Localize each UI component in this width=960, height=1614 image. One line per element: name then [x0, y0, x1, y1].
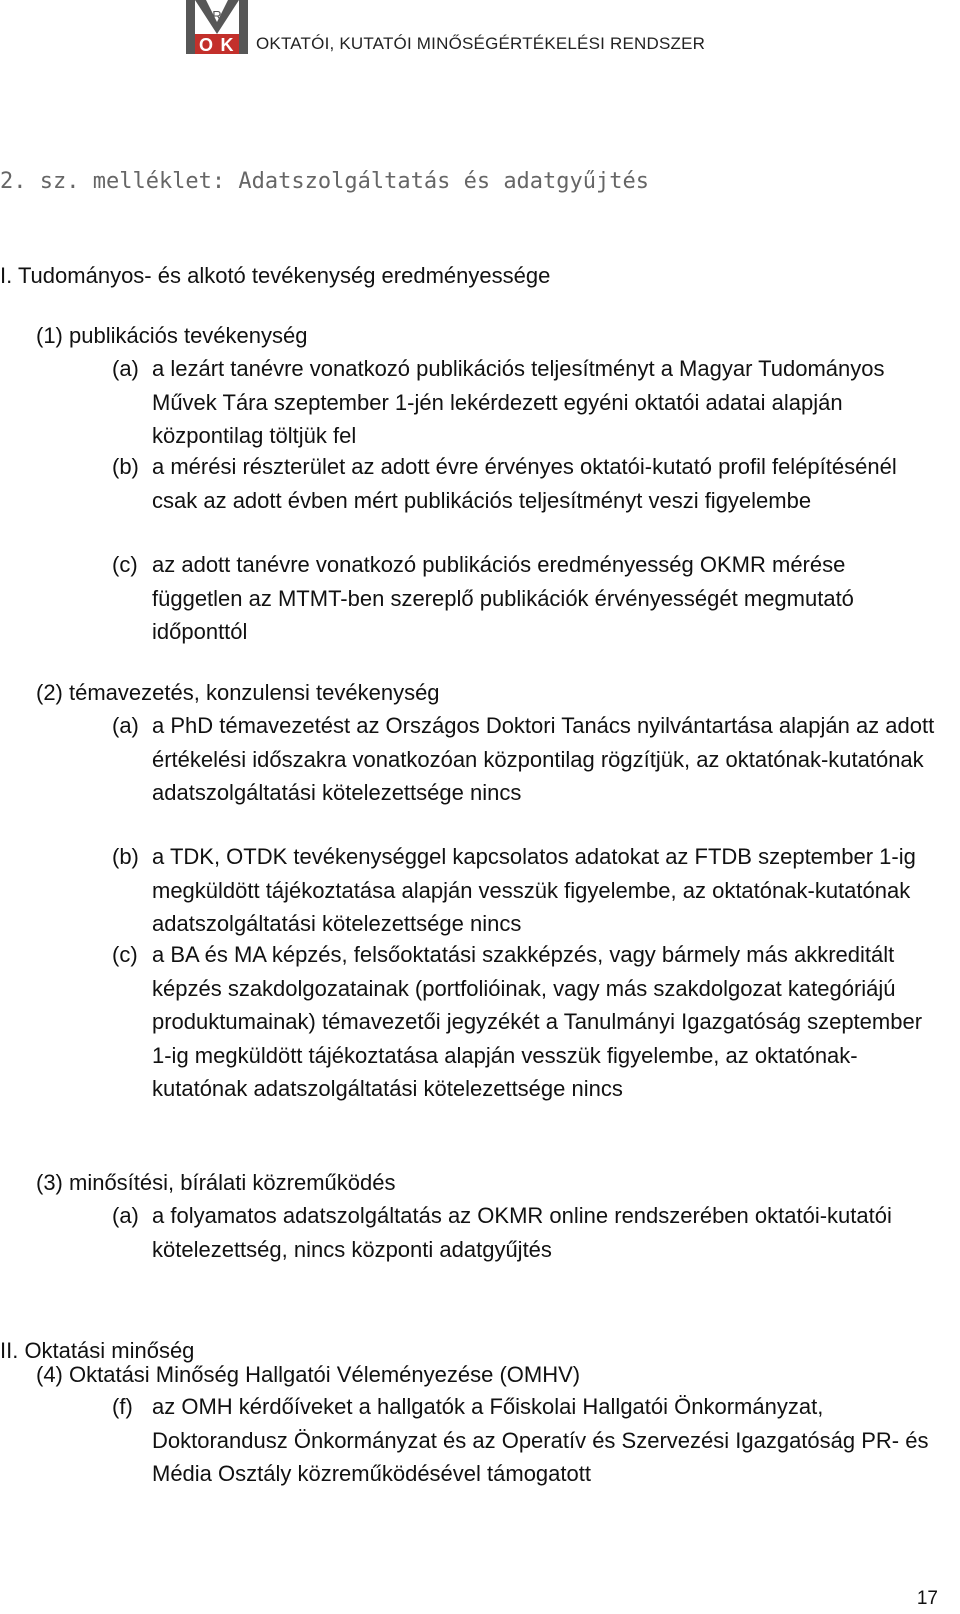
- group-title: (3) minősítési, bírálati közreműködés: [36, 1170, 396, 1195]
- logo-letter-k: K: [220, 35, 234, 54]
- logo-letter-o: O: [198, 35, 214, 54]
- item-text: a mérési részterület az adott évre érvényes oktatói-kutató profil felépítésénél csak az adott évben mért publikációs teljesítményt veszi figyelembe: [152, 454, 897, 513]
- item-text: a lezárt tanévre vonatkozó publikációs teljesítményt a Magyar Tudományos Művek Tára szeptember 1-jén lekérdezett egyéni oktatói adatai alapján központilag töltjük fel: [152, 356, 885, 448]
- list-item: [112, 709, 940, 810]
- list-item: [112, 548, 940, 649]
- item-marker: (b): [112, 844, 139, 869]
- list-item: [112, 352, 940, 453]
- group-title: (1) publikációs tevékenység: [36, 323, 308, 348]
- item-marker: (a): [112, 713, 139, 738]
- item-text: a TDK, OTDK tevékenységgel kapcsolatos adatokat az FTDB szeptember 1-ig megküldött tájékoztatása alapján vesszük figyelembe, az oktatónak-kutatónak adatszolgáltatási kötelezettsége nincs: [152, 844, 916, 936]
- item-marker: (a): [112, 356, 139, 381]
- item-text: az OMH kérdőíveket a hallgatók a Főiskolai Hallgatói Önkormányzat, Doktorandusz Önkormányzat és az Operatív és Szervezési Igazgatóság PR- és Média Osztály közreműködésével támogatott: [152, 1394, 929, 1486]
- item-marker: (a): [112, 1203, 139, 1228]
- section-title: I. Tudományos- és alkotó tevékenység eredményessége: [0, 263, 551, 288]
- list-item: [112, 450, 940, 517]
- item-text: a folyamatos adatszolgáltatás az OKMR online rendszerében oktatói-kutatói kötelezettség, nincs központi adatgyűjtés: [152, 1203, 892, 1262]
- logo-letter-r: R: [212, 8, 222, 23]
- item-marker: (f): [112, 1394, 133, 1419]
- section-title: II. Oktatási minőség: [0, 1338, 195, 1363]
- item-text: az adott tanévre vonatkozó publikációs eredményesség OKMR mérése független az MTMT-ben szereplő publikációk érvényességét megmutató időponttól: [152, 552, 854, 644]
- item-text: a BA és MA képzés, felsőoktatási szakképzés, vagy bármely más akkreditált képzés szakdolgozatainak (portfolióinak, vagy más szakdolgozat kategóriájú produktumainak) témavezetői jegyzékét a Tanulmányi Igazgatóság szeptember 1-ig megküldött tájékoztatása alapján vesszük figyelembe, az oktatónak-kutatónak adatszolgáltatási kötelezettsége nincs: [152, 942, 923, 1101]
- list-item: [112, 938, 940, 1106]
- group-title: (2) témavezetés, konzulensi tevékenység: [36, 680, 440, 705]
- item-marker: (c): [112, 552, 138, 577]
- item-text: a PhD témavezetést az Országos Doktori Tanács nyilvántartása alapján az adott értékelési időszakra vonatkozóan központilag rögzítjük, az oktatónak-kutatónak adatszolgáltatási kötelezettsége nincs: [152, 713, 935, 805]
- annex-title: 2. sz. melléklet: Adatszolgáltatás és adatgyűjtés: [0, 169, 650, 194]
- header-title: OKTATÓI, KUTATÓI MINŐSÉGÉRTÉKELÉSI RENDSZER: [256, 34, 706, 53]
- group-title: (4) Oktatási Minőség Hallgatói Véleményezése (OMHV): [36, 1362, 581, 1387]
- list-item: [112, 840, 940, 941]
- list-item: [112, 1199, 940, 1266]
- item-marker: (c): [112, 942, 138, 967]
- item-marker: (b): [112, 454, 139, 479]
- okmr-logo: [186, 0, 248, 54]
- page-number: 17: [916, 1588, 938, 1609]
- list-item: [112, 1390, 940, 1491]
